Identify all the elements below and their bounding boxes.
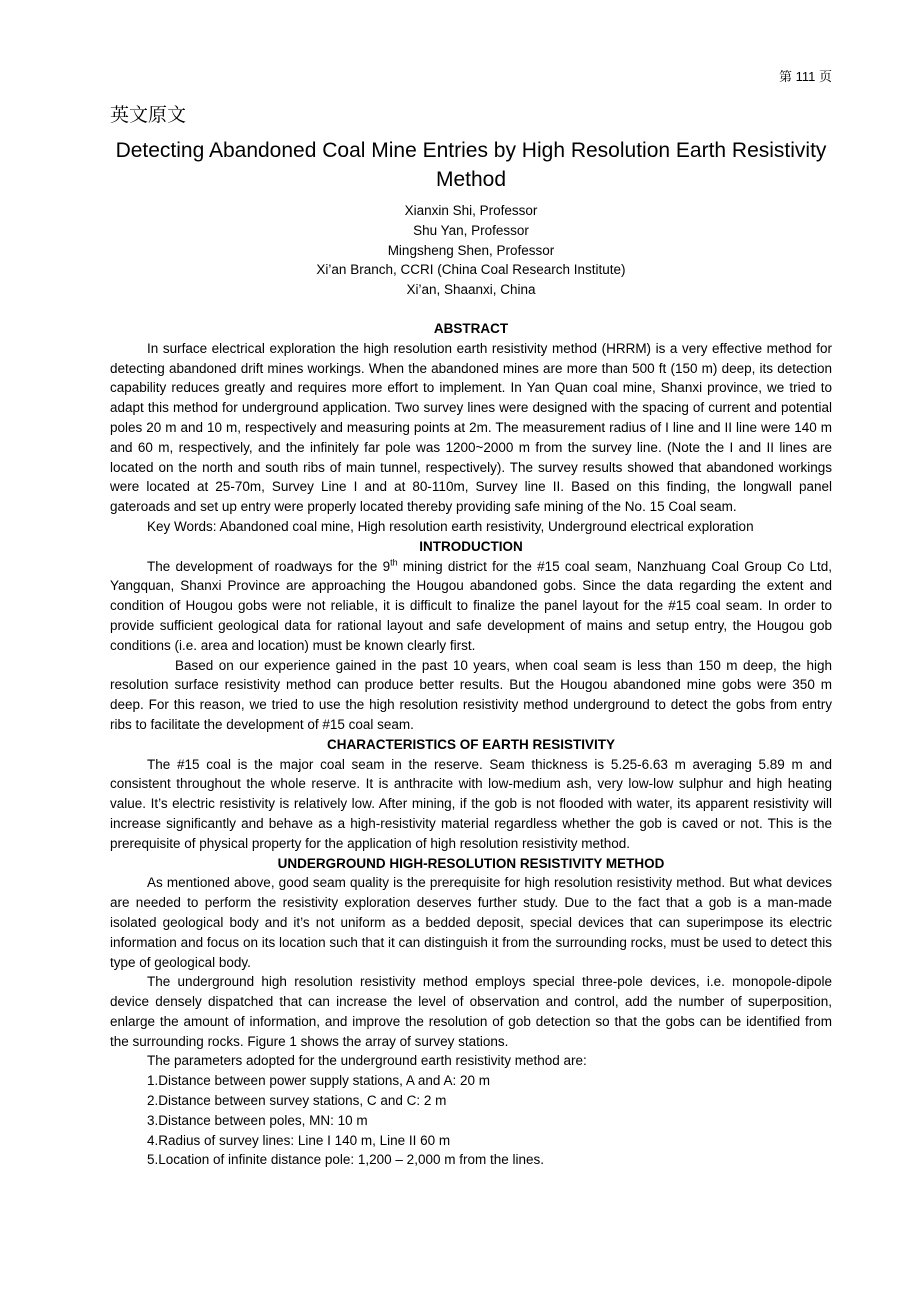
introduction-paragraph: Based on our experience gained in the past 10 years, when coal seam is less than 150 m deep, the high resolution surface resistivity method can produce better results. But the Hougou abandoned mine gobs were 350 m deep. For this reason, we tried to use the high resolution resistivity method underground to detect the gobs from entry ribs to facilitate the development of #15 coal seam.	[110, 657, 832, 732]
intro-text-b: mining district for the #15 coal seam, Nanzhuang Coal Group Co Ltd, Yangquan, Shanxi Province are approaching the Hougou abandoned gobs. Since the data regarding the extent and condition of Hougou gobs were not reliable, it is difficult to finalize the panel layout for the #15 coal seam. In order to provide sufficient geological data for rational layout and safe development of mains and setup entry, the Hougou gob conditions (i.e. area and location) must be known clearly first.	[110, 558, 832, 653]
method-paragraph: The parameters adopted for the underground earth resistivity method are:	[147, 1053, 587, 1069]
section-label: 英文原文	[110, 104, 187, 126]
parameter-item: 4.Radius of survey lines: Line I 140 m, Line II 60 m	[147, 1132, 451, 1148]
keywords: Key Words: Abandoned coal mine, High resolution earth resistivity, Underground electrical exploration	[147, 518, 754, 534]
author-line: Shu Yan, Professor	[413, 222, 529, 238]
introduction-paragraph	[110, 557, 832, 656]
superscript: th	[390, 557, 398, 568]
parameter-item: 2.Distance between survey stations, C and C: 2 m	[147, 1093, 447, 1109]
affiliation-line: Xi’an Branch, CCRI (China Coal Research Institute)	[316, 262, 626, 278]
abstract-heading: ABSTRACT	[433, 321, 509, 336]
paper-title: Detecting Abandoned Coal Mine Entries by High Resolution Earth Resistivity Method	[115, 139, 827, 191]
location-line: Xi’an, Shaanxi, China	[406, 282, 536, 298]
author-line: Mingsheng Shen, Professor	[387, 242, 555, 258]
author-line: Xianxin Shi, Professor	[404, 203, 538, 218]
introduction-heading: INTRODUCTION	[419, 538, 523, 554]
parameter-item: 5.Location of infinite distance pole: 1,200 – 2,000 m from the lines.	[147, 1152, 544, 1168]
characteristics-heading: CHARACTERISTICS OF EARTH RESISTIVITY	[326, 736, 615, 752]
parameter-item: 3.Distance between poles, MN: 10 m	[147, 1112, 368, 1128]
intro-text-a: The development of roadways for the 9	[147, 558, 391, 574]
method-paragraph: The underground high resolution resistivity method employs special three-pole devices, i.e. monopole-dipole device densely dispatched that can increase the level of observation and control, add the number of superposition, enlarge the amount of information, and improve the resolution of gob detection so that the gobs can be identified from the surrounding rocks. Figure 1 shows the array of survey stations.	[110, 974, 832, 1049]
characteristics-paragraph: The #15 coal is the major coal seam in the reserve. Seam thickness is 5.25-6.63 m averaging 5.89 m and consistent throughout the whole reserve. It is anthracite with low-medium ash, very low-low sulphur and high heating value. It’s electric resistivity is relatively low. After mining, if the gob is not flooded with water, its apparent resistivity will increase significantly and behave as a high-resistivity material regardless whether the gob is caved or not. This is the prerequisite of physical property for the application of high resolution resistivity method.	[110, 756, 832, 851]
abstract-text: In surface electrical exploration the high resolution earth resistivity method (HRRM) is a very effective method for detecting abandoned drift mines workings. When the abandoned mines are more than 500 ft (150 m) deep, its detection capability reduces greatly and requires more effort to implement. In Yan Quan coal mine, Shanxi province, we tried to adapt this method for underground application. Two survey lines were designed with the spacing of current and potential poles 20 m and 10 m, respectively and measuring points at 2m. The measurement radius of I line and II line were 140 m and 60 m, respectively, and the infinitely far pole was 1200~2000 m from the survey line. (Note the I and II lines are located on the north and south ribs of main tunnel, respectively). The survey results showed that abandoned workings were located at 25-70m, Survey Line I and at 80-110m, Survey line II. Based on this finding, the longwall panel gateroads and set up entry were properly located thereby providing safe mining of the No. 15 Coal seam.	[110, 340, 832, 515]
page-number: 第 111 页	[779, 69, 832, 84]
author-block	[110, 201, 832, 300]
method-heading: UNDERGROUND HIGH-RESOLUTION RESISTIVITY METHOD	[277, 855, 665, 871]
paper-body	[110, 319, 832, 1170]
method-paragraph: As mentioned above, good seam quality is the prerequisite for high resolution resistivity method. But what devices are needed to perform the resistivity exploration deserves further study. Due to the fact that a gob is a man-made isolated geological body and it’s not uniform as a bedded deposit, special devices that can superimpose its electric information and focus on its location such that it can distinguish it from the surrounding rocks, must be used to detect this type of geological body.	[110, 875, 832, 970]
parameter-item: 1.Distance between power supply stations, A and A: 20 m	[147, 1073, 490, 1089]
